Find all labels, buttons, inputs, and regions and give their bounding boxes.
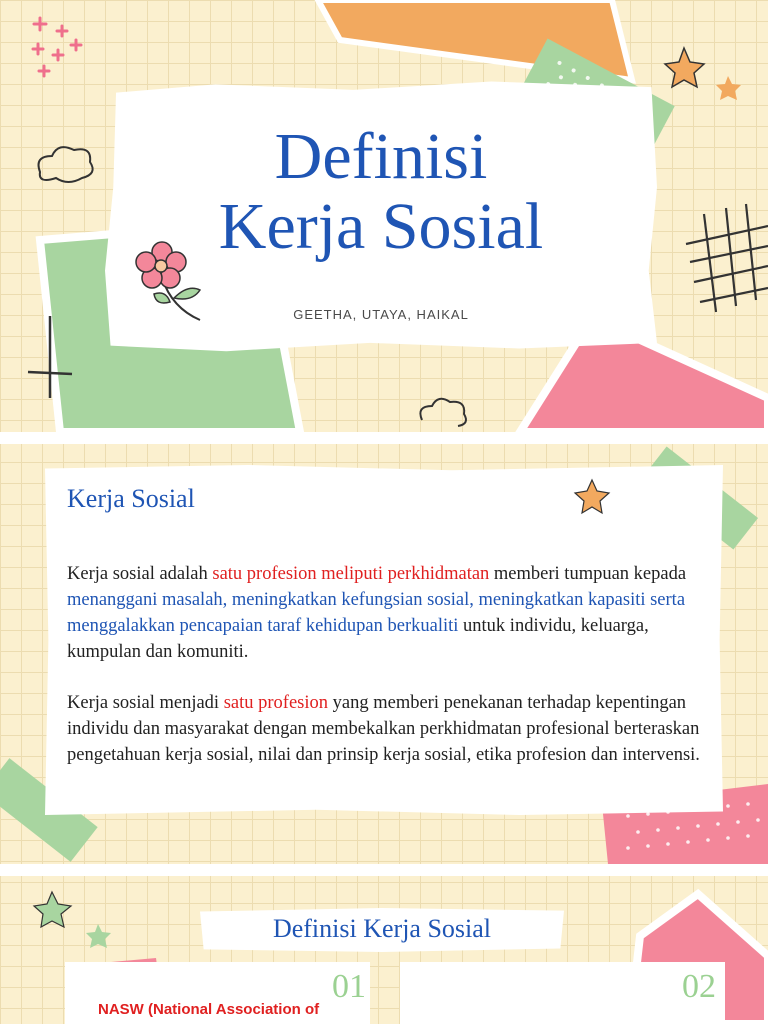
card-1-text: NASW (National Association of (98, 1001, 320, 1018)
section-title: Definisi Kerja Sosial (272, 914, 492, 943)
card-number-2: 02 (682, 968, 716, 1005)
paragraph-2: Kerja sosial menjadi satu profesion yang memberi penekanan terhadap kepentingan individu dan masyarakat dengan membekalkan perkhidmatan profesional berteraskan pengetahuan kerja sosial, nilai dan prinsip kerja sosial, etika profesion dan intervensi. (67, 693, 700, 765)
star-icon (86, 924, 111, 948)
page-title: Definisi Kerja Sosial (218, 120, 544, 263)
paragraph-1: Kerja sosial adalah satu profesion meliputi perkhidmatan memberi tumpuan kepada menanggani masalah, meningkatkan kefungsian sosial, meningkatkan kapasiti serta menggalakkan pencapaian taraf kehidupan berkualiti untuk individu, keluarga, kumpulan dan komuniti. (67, 564, 687, 662)
star-icon (716, 76, 741, 100)
slide-divider (0, 864, 768, 876)
star-icon (34, 892, 71, 927)
pink-sparkles-icon (33, 18, 81, 76)
card-number-1: 01 (332, 968, 366, 1005)
section-heading: Kerja Sosial (67, 484, 195, 513)
cloud-icon (39, 147, 93, 182)
authors-label: GEETHA, UTAYA, HAIKAL (293, 307, 469, 322)
star-icon (572, 478, 612, 518)
cloud-icon (420, 399, 466, 426)
definition-card-2 (400, 962, 725, 1032)
slide-divider (0, 432, 768, 444)
star-icon (665, 48, 704, 87)
crosshatch-doodle (686, 204, 768, 312)
definition-card-1 (65, 962, 370, 1032)
